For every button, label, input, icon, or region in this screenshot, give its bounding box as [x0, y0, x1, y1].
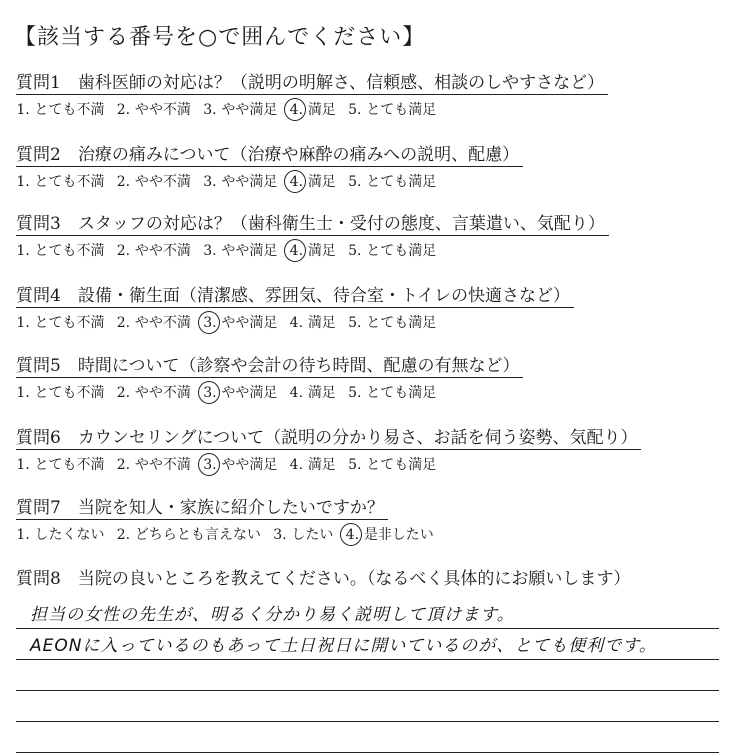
options-row	[16, 242, 716, 260]
option-label: とても満足	[366, 457, 437, 473]
option[interactable]	[116, 242, 190, 260]
option-number: 3.	[203, 102, 217, 118]
question-title: 質問3 スタッフの対応は？（歯科衛生士・受付の態度、言葉遣い、気配り）	[16, 213, 609, 236]
question-title: 質問4 設備・衛生面（清潔感、雰囲気、待合室・トイレの快適さなど）	[16, 285, 574, 308]
option-label: やや満足	[221, 243, 278, 259]
option[interactable]	[289, 314, 335, 332]
options-row	[16, 314, 716, 332]
option-label: とても不満	[34, 174, 105, 190]
option-number: 5.	[348, 457, 362, 473]
form-header: 【該当する番号を○で囲んでください】	[14, 25, 426, 50]
option-number: 2.	[116, 243, 131, 259]
option-label: 是非したい	[363, 527, 434, 543]
option[interactable]	[116, 456, 190, 474]
q8-title: 質問8 当院の良いところを教えてください。（なるべく具体的にお願いします）	[16, 569, 631, 589]
option-number: 2.	[116, 527, 131, 543]
option-label: 満足	[307, 102, 336, 118]
option-label: とても満足	[366, 102, 437, 118]
option-number: 1.	[16, 457, 30, 473]
question-title: 質問7 当院を知人・家族に紹介したいですか？	[16, 497, 388, 520]
option-number: 5.	[348, 315, 362, 331]
question-title: 質問6 カウンセリングについて（説明の分かり易さ、お話を伺う姿勢、気配り）	[16, 427, 641, 450]
option-label: やや満足	[221, 102, 278, 118]
option-number: 4.	[289, 174, 304, 190]
option[interactable]	[116, 314, 190, 332]
option-label: やや満足	[221, 315, 278, 331]
option-label: やや不満	[134, 102, 191, 118]
question-title: 質問5 時間について（診察や会計の待ち時間、配慮の有無など）	[16, 355, 523, 378]
option[interactable]	[203, 101, 277, 119]
option-number: 2.	[116, 385, 131, 401]
option-label: やや不満	[134, 385, 191, 401]
option-label: 満足	[307, 457, 336, 473]
option-label: やや満足	[221, 457, 278, 473]
option[interactable]	[116, 173, 190, 191]
option[interactable]	[289, 456, 335, 474]
option-label: とても満足	[366, 174, 437, 190]
option[interactable]	[348, 384, 436, 402]
option-number: 5.	[348, 102, 362, 118]
option-number: 2.	[116, 174, 131, 190]
option-selected[interactable]	[345, 526, 433, 544]
option-label: やや不満	[134, 315, 191, 331]
options-row	[16, 526, 716, 544]
option-label: やや不満	[134, 243, 191, 259]
option-number: 4.	[345, 527, 360, 543]
option-label: したい	[291, 527, 334, 543]
option[interactable]	[16, 173, 104, 191]
option-selected[interactable]	[289, 173, 335, 191]
option[interactable]	[348, 456, 436, 474]
option[interactable]	[348, 101, 436, 119]
option-number: 1.	[16, 174, 30, 190]
question-6	[16, 427, 716, 474]
option[interactable]	[16, 242, 104, 260]
option[interactable]	[273, 526, 333, 544]
option[interactable]	[289, 384, 335, 402]
option[interactable]	[203, 173, 277, 191]
option-selected[interactable]	[289, 101, 335, 119]
option-label: 満足	[307, 315, 336, 331]
option-number: 5.	[348, 385, 362, 401]
option-label: とても満足	[366, 385, 437, 401]
option-label: とても不満	[34, 243, 105, 259]
option-selected[interactable]	[203, 456, 277, 474]
handwritten-answer: AEONに入っているのもあって土日祝日に開いているのが、とても便利です。	[30, 636, 657, 656]
option-number: 1.	[16, 243, 30, 259]
option[interactable]	[16, 314, 104, 332]
option-label: とても不満	[34, 385, 105, 401]
option[interactable]	[348, 314, 436, 332]
option-label: 満足	[307, 243, 336, 259]
option-label: とても不満	[34, 315, 105, 331]
answer-line[interactable]	[16, 629, 719, 660]
option-label: とても満足	[366, 315, 437, 331]
options-row	[16, 173, 716, 191]
option-number: 1.	[16, 385, 30, 401]
question-1	[16, 72, 716, 119]
option-number: 1.	[16, 315, 30, 331]
option-selected[interactable]	[203, 384, 277, 402]
option-number: 4.	[289, 385, 304, 401]
option-number: 1.	[16, 102, 30, 118]
options-row	[16, 384, 716, 402]
handwritten-answer: 担当の女性の先生が、明るく分かり易く説明して頂けます。	[30, 605, 515, 625]
question-title: 質問1 歯科医師の対応は？（説明の明解さ、信頼感、相談のしやすさなど）	[16, 72, 608, 95]
option-number: 3.	[203, 315, 217, 331]
option-label: とても不満	[34, 102, 105, 118]
option[interactable]	[16, 101, 104, 119]
option[interactable]	[16, 384, 104, 402]
option-number: 4.	[289, 315, 304, 331]
option-label: やや満足	[221, 174, 278, 190]
option-number: 4.	[289, 102, 304, 118]
answer-line[interactable]	[16, 722, 719, 753]
question-5	[16, 355, 716, 402]
option-number: 4.	[289, 243, 304, 259]
option[interactable]	[16, 456, 104, 474]
option-label: やや不満	[134, 174, 191, 190]
question-4	[16, 285, 716, 332]
q8-answer-lines	[16, 598, 719, 753]
answer-line[interactable]	[16, 598, 719, 629]
option-number: 3.	[203, 457, 217, 473]
option[interactable]	[116, 101, 190, 119]
option-number: 1.	[16, 527, 30, 543]
option-selected[interactable]	[203, 314, 277, 332]
option-label: やや不満	[134, 457, 191, 473]
option[interactable]	[348, 242, 436, 260]
option-number: 5.	[348, 174, 362, 190]
option-number: 5.	[348, 243, 362, 259]
options-row	[16, 101, 716, 119]
option[interactable]	[116, 384, 190, 402]
option-number: 2.	[116, 102, 131, 118]
answer-line[interactable]	[16, 691, 719, 722]
option-number: 4.	[289, 457, 304, 473]
answer-line[interactable]	[16, 660, 719, 691]
option-label: どちらとも言えない	[134, 527, 261, 543]
question-3	[16, 213, 716, 260]
option-label: 満足	[307, 385, 336, 401]
option-number: 2.	[116, 315, 131, 331]
option[interactable]	[348, 173, 436, 191]
option-label: 満足	[307, 174, 336, 190]
question-2	[16, 144, 716, 191]
option-number: 3.	[203, 385, 217, 401]
option-label: したくない	[34, 527, 105, 543]
question-7	[16, 497, 716, 544]
option-selected[interactable]	[289, 242, 335, 260]
options-row	[16, 456, 716, 474]
option[interactable]	[203, 242, 277, 260]
option-label: やや満足	[221, 385, 278, 401]
option-number: 3.	[273, 527, 287, 543]
option-number: 3.	[203, 243, 217, 259]
question-title: 質問2 治療の痛みについて（治療や麻酔の痛みへの説明、配慮）	[16, 144, 523, 167]
option-label: とても満足	[366, 243, 437, 259]
option[interactable]	[116, 526, 260, 544]
option-label: とても不満	[34, 457, 105, 473]
option-number: 2.	[116, 457, 131, 473]
option-number: 3.	[203, 174, 217, 190]
option[interactable]	[16, 526, 104, 544]
